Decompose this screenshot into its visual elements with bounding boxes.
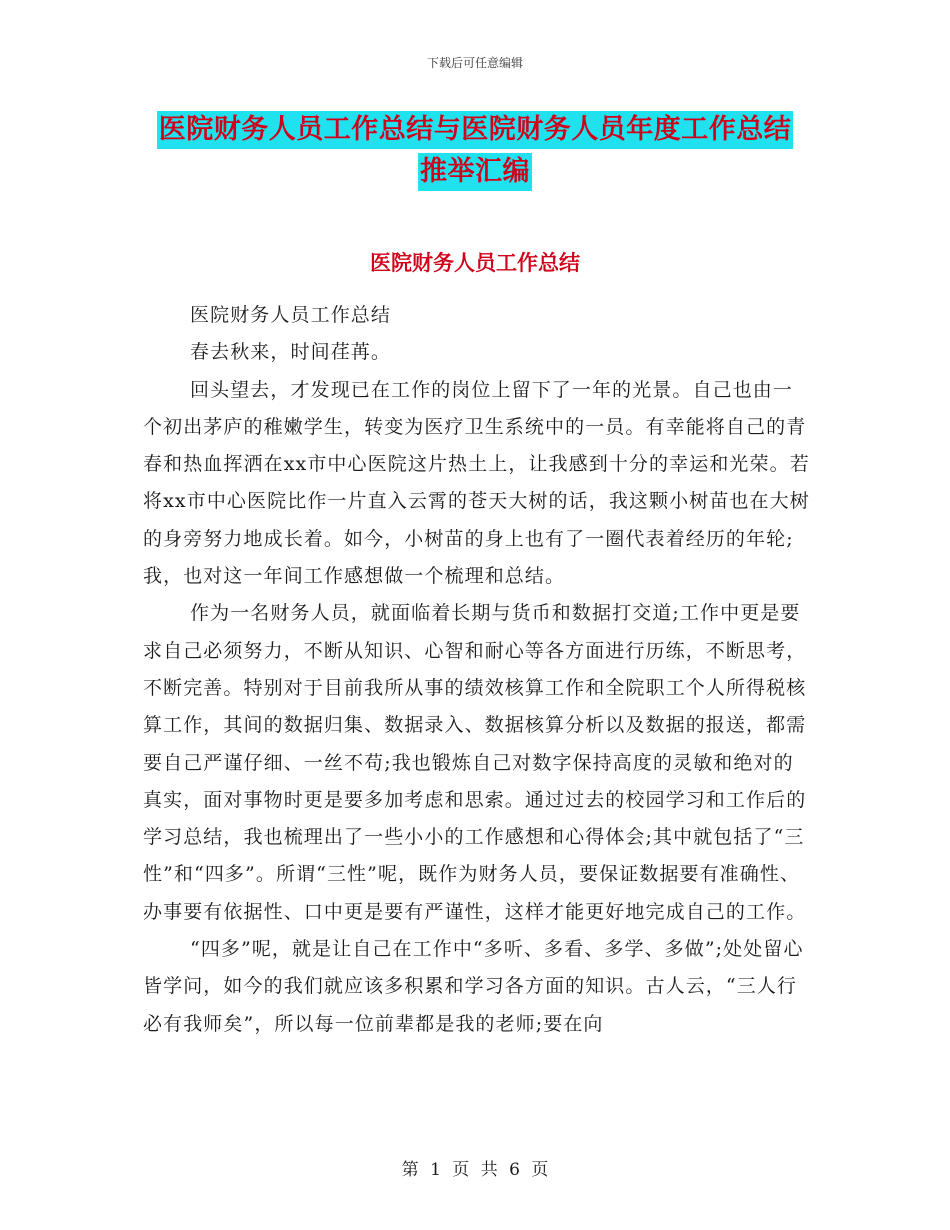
section-title: 医院财务人员工作总结: [370, 251, 580, 275]
paragraph: 作为一名财务人员，就面临着长期与货币和数据打交道;工作中更是要求自己必须努力，不断从知识、心智和耐心等各方面进行历练，不断思考，不断完善。特别对于目前我所从事的绩效核算工作和全院职工个人所得税核算工作，其间的数据归集、数据录入、数据核算分析以及数据的报送，都需要自己严谨仔细、一丝不苟;我也锻炼自己对数字保持高度的灵敏和绝对的真实，面对事物时更是要多加考虑和思索。通过过去的校园学习和工作后的学习总结，我也梳理出了一些小小的工作感想和心得体会;其中就包括了“三性”和“四多”。所谓“三性”呢，既作为财务人员，要保证数据要有准确性、办事要有依据性、口中更是要有严谨性，这样才能更好地完成自己的工作。: [143, 602, 807, 923]
title-line-1: 医院财务人员工作总结与医院财务人员年度工作总结: [157, 111, 794, 149]
header-note: 下载后可任意编辑: [426, 56, 523, 70]
title-line-2: 推举汇编: [418, 153, 532, 191]
document-body: [143, 297, 813, 1043]
paragraph: 春去秋来，时间荏苒。: [190, 341, 392, 364]
page-footer: 第 1 页 共 6 页: [401, 1160, 549, 1180]
document-title: [0, 111, 950, 191]
paragraph: “四多”呢，就是让自己在工作中“多听、多看、多学、多做”;处处留心皆学问，如今的我们就应该多积累和学习各方面的知识。古人云，“三人行必有我师矣”，所以每一位前辈都是我的老师;要在向: [143, 938, 804, 1035]
paragraph: 医院财务人员工作总结: [190, 304, 392, 326]
paragraph: 回头望去，才发现已在工作的岗位上留下了一年的光景。自己也由一个初出茅庐的稚嫩学生，转变为医疗卫生系统中的一员。有幸能将自己的青春和热血挥洒在xx市中心医院这片热土上，让我感到十分的幸运和光荣。若将xx市中心医院比作一片直入云霄的苍天大树的话，我这颗小树苗也在大树的身旁努力地成长着。如今，小树苗的身上也有了一圈代表着经历的年轮;我，也对这一年间工作感想做一个梳理和总结。: [143, 378, 810, 588]
